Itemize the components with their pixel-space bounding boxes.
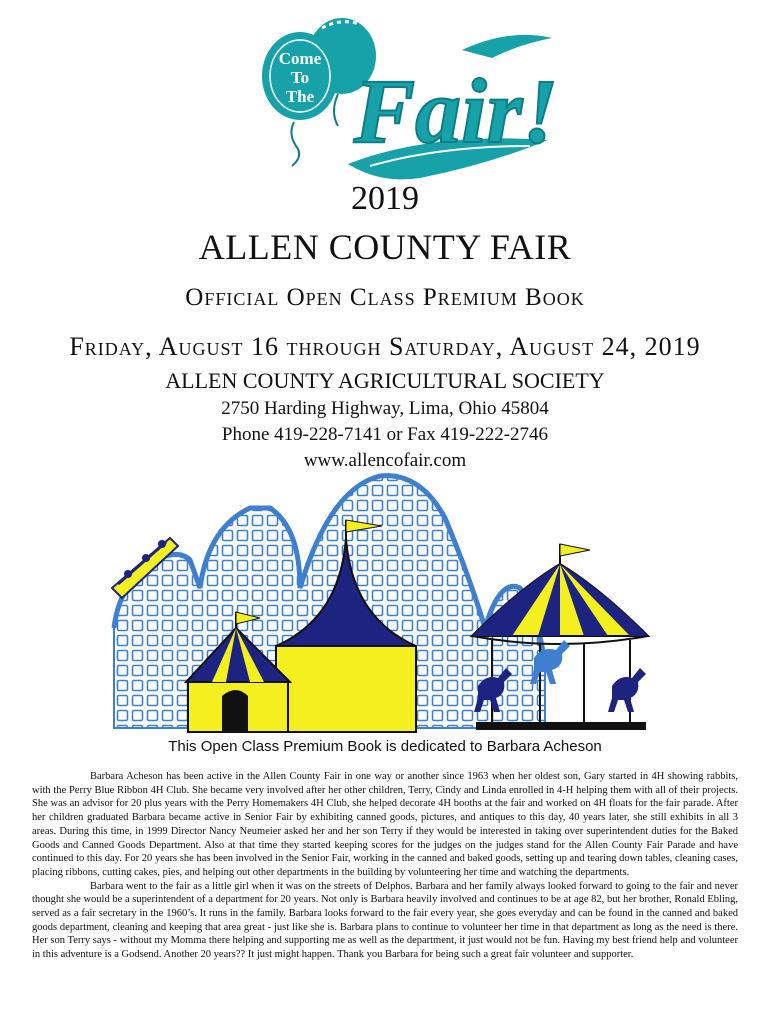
article-paragraph-2: Barbara went to the fair as a little girl when it was on the streets of Delphos. Barbara and her family always looked forward to going to the fair and never thought she would be a superintendent of a department for 20 years. Not only is Barbara heavily involved and continues to be at age 82, but her brother, Ronald Ebling, served as a fair secretary in the 1960’s. It runs in the family. Barbara looks forward to the fair every year, she goes everyday and can be found in the canned and baked goods department, cleaning and keeping that area great - just like she is. Barbara plans to continue to volunteer her time in that department as long as the need is there. Her son Terry says - without my Momma there helping and supporting me as well as the department, it just would not be fun. Having my best friend help and volunteer in this adventure is a Godsend. Another 20 years?? It just might happen. Thank you Barbara for being such a great fair volunteer and supporter.	[32, 880, 738, 961]
logo-come-text: Come	[278, 49, 322, 68]
phone-line: Phone 419-228-7141 or Fax 419-222-2746	[221, 424, 549, 445]
article-body	[32, 770, 738, 962]
year-heading: 2019	[351, 180, 419, 217]
fair-illustration	[100, 468, 660, 740]
come-to-the-fair-logo	[230, 14, 560, 194]
dedication-line: This Open Class Premium Book is dedicated to Barbara Acheson	[168, 738, 602, 755]
society-name: ALLEN COUNTY AGRICULTURAL SOCIETY	[165, 368, 605, 393]
fair-dates: Friday, August 16 through Saturday, August 24, 2019	[69, 332, 701, 361]
page-title: ALLEN COUNTY FAIR	[198, 227, 572, 267]
logo-fair-text: Fair!	[353, 60, 559, 162]
subtitle: Official Open Class Premium Book	[185, 284, 585, 311]
address-line: 2750 Harding Highway, Lima, Ohio 45804	[221, 398, 549, 419]
article-paragraph-1: Barbara Acheson has been active in the Allen County Fair in one way or another since 1963 when her oldest son, Gary started in 4H showing rabbits, with the Perry Blue Ribbon 4H Club. She became very involved after her other children, Terry, Cindy and Linda enrolled in 4-H helping them with all of their projects. She was an advisor for 20 plus years with the Perry Homemakers 4H Club, she helped decorate 4H booths at the fair and worked on 4H floats for the fair parade. After her children graduated Barbara became active in Senior Fair by exhibiting canned goods, pictures, and antiques to this day, 40 years later, she still exhibits in all 3 areas. During this time, in 1999 Director Nancy Neumeier asked her and her son Terry if they would be interested in taking over superintendent duties for the Baked Goods and Canned Goods Department. Also at that time they started keeping scores for the judges on the judges stand for the Allen County Fair Parade and have continued to this day. For 20 years she has been involved in the Senior Fair, working in the canned and baked goods, setting up and tearing down tables, cleaning cases, placing ribbons, cutting cakes, pies, and helping out other departments in the building by volunteering her time and watching the departments.	[32, 771, 738, 878]
logo-to-text: To	[290, 68, 310, 87]
website-link[interactable]: www.allencofair.com	[303, 450, 467, 471]
logo-the-text: The	[285, 87, 315, 106]
